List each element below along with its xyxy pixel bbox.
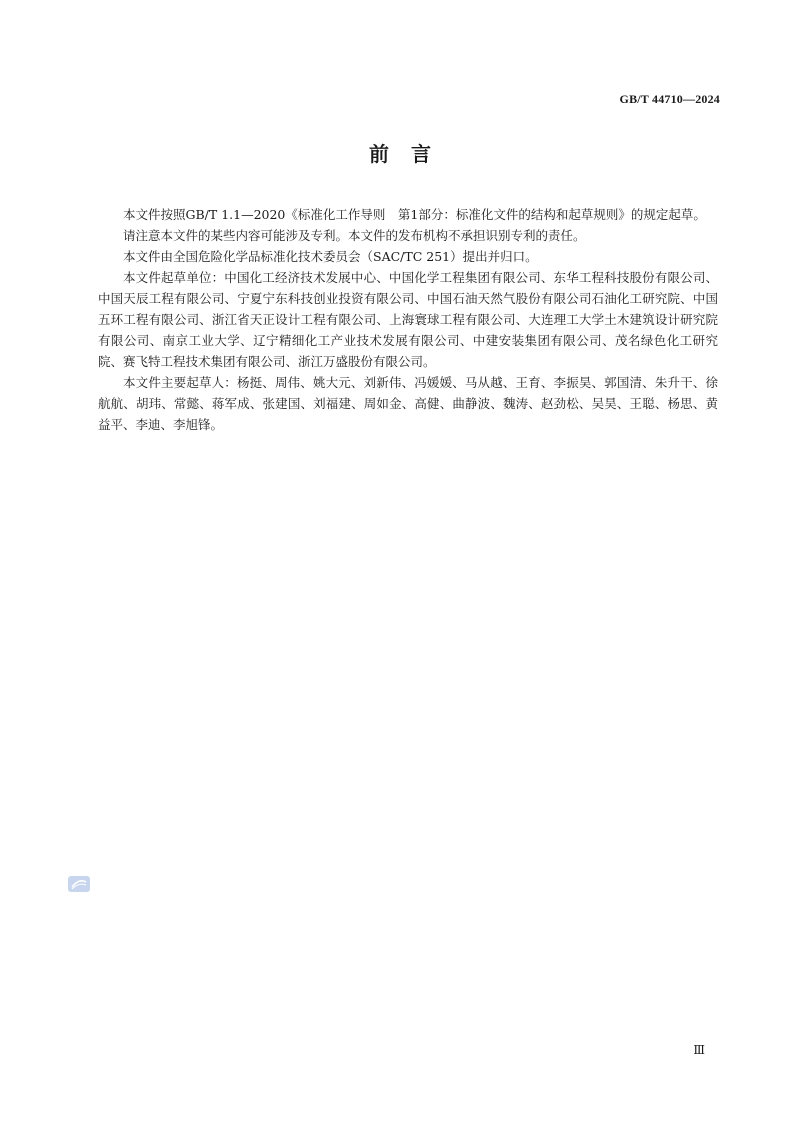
page-number: Ⅲ	[693, 1043, 705, 1057]
paragraph-patent-notice: 请注意本文件的某些内容可能涉及专利。本文件的发布机构不承担识别专利的责任。	[123, 228, 586, 243]
paragraph-drafting-rules: 本文件按照GB/T 1.1—2020《标准化工作导则 第1部分：标准化文件的结构和起草规则》的规定起草。	[123, 207, 706, 222]
paragraph-drafters: 本文件主要起草人：杨挺、周伟、姚大元、刘新伟、冯媛媛、马从越、王育、李振昊、郭国清、朱升干、徐航航、胡玮、常懿、蒋军成、张建国、刘福建、周如金、高健、曲静波、魏涛、赵劲松、吴昊、王聪、杨思、黄益平、李迪、李旭锋。	[98, 375, 718, 432]
page-title: 前言	[369, 142, 453, 166]
foreword-body	[98, 204, 718, 435]
sac-logo-icon	[68, 876, 90, 892]
paragraph-proposer: 本文件由全国危险化学品标准化技术委员会（SAC/TC 251）提出并归口。	[123, 249, 538, 264]
document-number: GB/T 44710—2024	[619, 92, 720, 106]
paragraph-drafting-units: 本文件起草单位：中国化工经济技术发展中心、中国化学工程集团有限公司、东华工程科技股份有限公司、中国天辰工程有限公司、宁夏宁东科技创业投资有限公司、中国石油天然气股份有限公司石油化工研究院、中国五环工程有限公司、浙江省天正设计工程有限公司、上海寰球工程有限公司、大连理工大学土木建筑设计研究院有限公司、南京工业大学、辽宁精细化工产业技术发展有限公司、中建安装集团有限公司、茂名绿色化工研究院、赛飞特工程技术集团有限公司、浙江万盛股份有限公司。	[98, 270, 718, 369]
